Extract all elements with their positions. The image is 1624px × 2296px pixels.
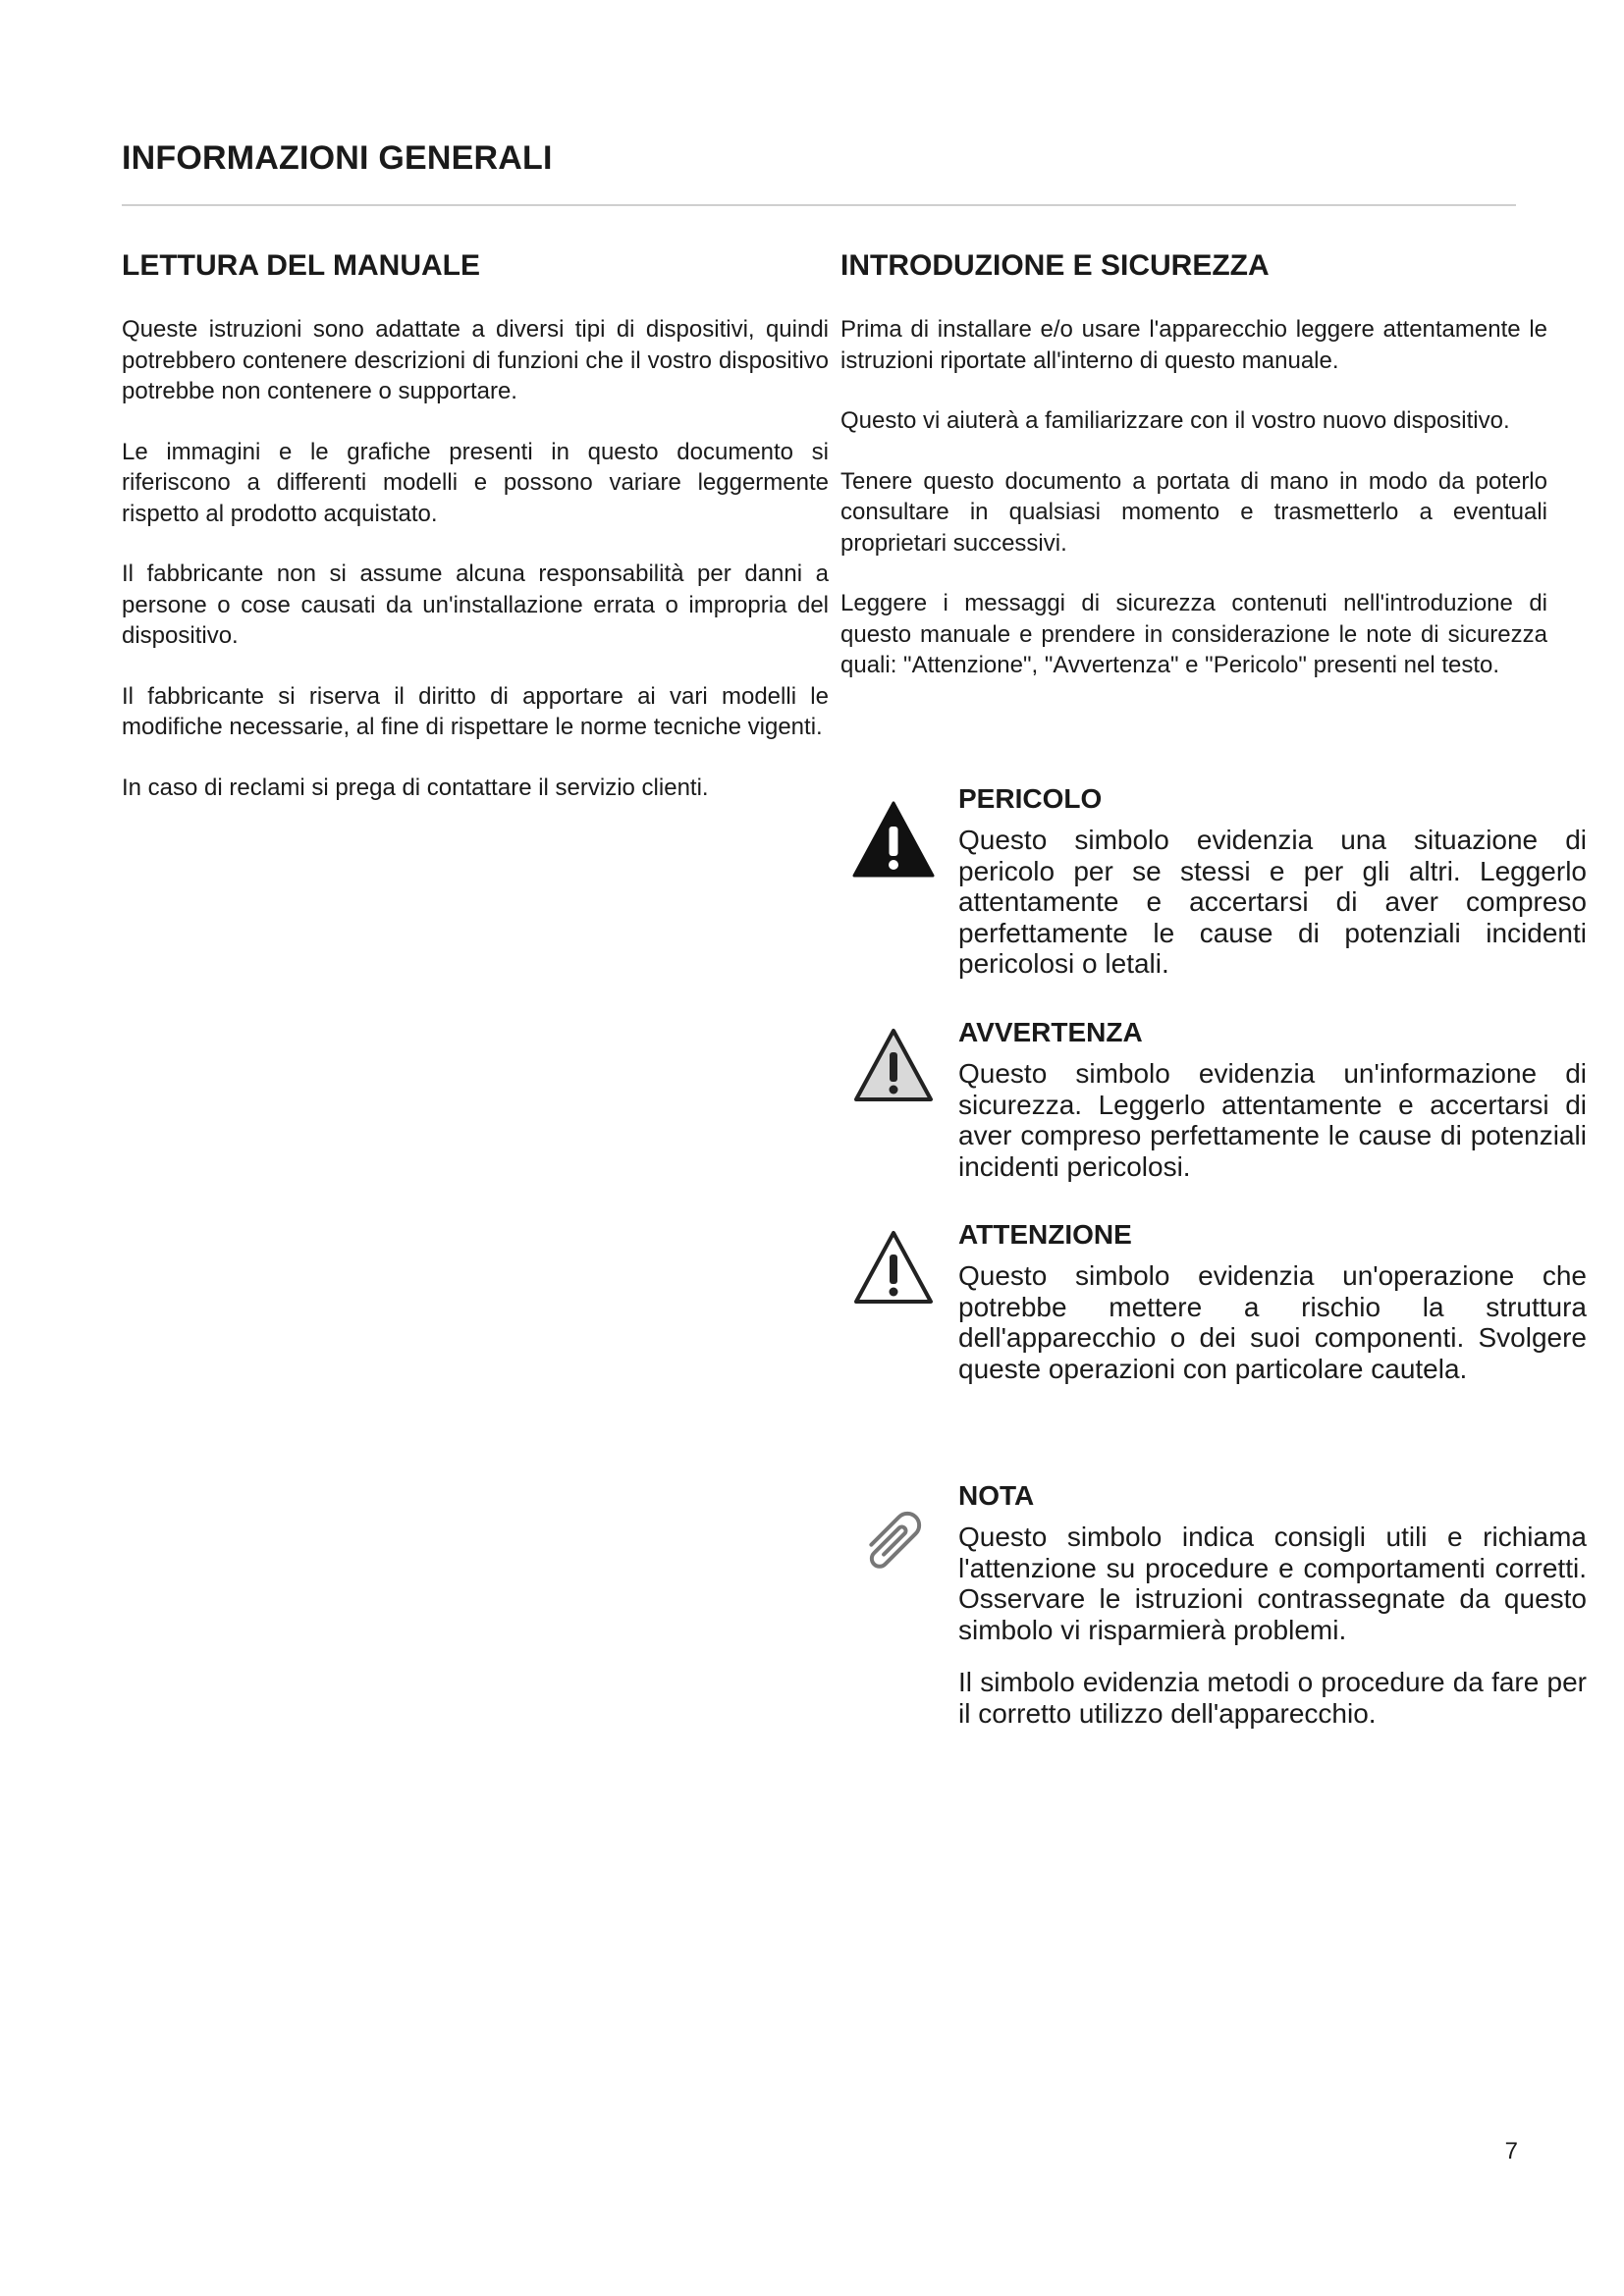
left-column-text [122, 314, 829, 832]
page-title: INFORMAZIONI GENERALI [122, 139, 553, 177]
notice-title: PERICOLO [958, 783, 1103, 814]
left-paragraph: Queste istruzioni sono adattate a diversi tipi di dispositivi, quindi potrebbero contenere descrizioni di funzioni che il vostro dispositivo potrebbe non contenere o supportare. [122, 316, 829, 404]
right-paragraph: Questo vi aiuterà a familiarizzare con il vostro nuovo dispositivo. [840, 407, 1510, 434]
notice-body [958, 1017, 1587, 1203]
warning-outline-icon [852, 1227, 935, 1309]
warning-filled-icon [852, 799, 935, 881]
title-divider [122, 204, 1516, 206]
notice-title: ATTENZIONE [958, 1219, 1132, 1250]
page-number: 7 [1504, 2138, 1518, 2164]
notice-body [958, 783, 1587, 1001]
notice-text: Il simbolo evidenzia metodi o procedure da fare per il corretto utilizzo dell'apparecchio. [958, 1667, 1587, 1729]
right-paragraph: Leggere i messaggi di sicurezza contenuti nell'introduzione di questo manuale e prendere in considerazione le note di sicurezza quali: "Attenzione", "Avvertenza" e "Pericolo" presenti nel testo. [840, 590, 1547, 678]
notice-text: Questo simbolo evidenzia un'operazione che potrebbe mettere a rischio la struttura dell'apparecchio o dei suoi componenti. Svolgere queste operazioni con particolare cautela. [958, 1260, 1587, 1384]
notice-text: Questo simbolo evidenzia una situazione di pericolo per se stessi e per gli altri. Leggerlo attentamente e accertarsi di aver compreso perfettamente le cause di potenziali incidenti pericolosi o letali. [958, 825, 1587, 979]
notice-body [958, 1480, 1587, 1750]
notice-text: Questo simbolo indica consigli utili e richiama l'attenzione su procedure e comportamenti corretti. Osservare le istruzioni contrassegnate da questo simbolo vi risparmierà problemi. [958, 1522, 1587, 1645]
notice-title: NOTA [958, 1480, 1035, 1511]
left-paragraph: In caso di reclami si prega di contattare il servizio clienti. [122, 774, 709, 801]
right-paragraph: Tenere questo documento a portata di mano in modo da poterlo consultare in qualsiasi momento e trasmetterlo a eventuali proprietari successivi. [840, 467, 1547, 557]
left-paragraph: Il fabbricante non si assume alcuna responsabilità per danni a persone o cose causati da un'installazione errata o impropria del dispositivo. [122, 561, 829, 649]
paperclip-icon [852, 1498, 935, 1580]
right-column-heading: INTRODUZIONE E SICUREZZA [840, 249, 1270, 282]
notice-body [958, 1219, 1587, 1406]
right-column-text [840, 314, 1547, 711]
warning-grey-icon [852, 1025, 935, 1107]
left-paragraph: Il fabbricante si riserva il diritto di apportare ai vari modelli le modifiche necessarie, al fine di rispettare le norme tecniche vigenti. [122, 682, 829, 740]
notice-title: AVVERTENZA [958, 1017, 1143, 1047]
left-column-heading: LETTURA DEL MANUALE [122, 249, 480, 282]
notice-text: Questo simbolo evidenzia un'informazione di sicurezza. Leggerlo attentamente e accertarsi di aver compreso perfettamente le cause di potenziali incidenti pericolosi. [958, 1058, 1587, 1182]
left-paragraph: Le immagini e le grafiche presenti in questo documento si riferiscono a differenti modelli e possono variare leggermente rispetto al prodotto acquistato. [122, 438, 829, 527]
right-paragraph: Prima di installare e/o usare l'apparecchio leggere attentamente le istruzioni riportate all'interno di questo manuale. [840, 316, 1547, 374]
